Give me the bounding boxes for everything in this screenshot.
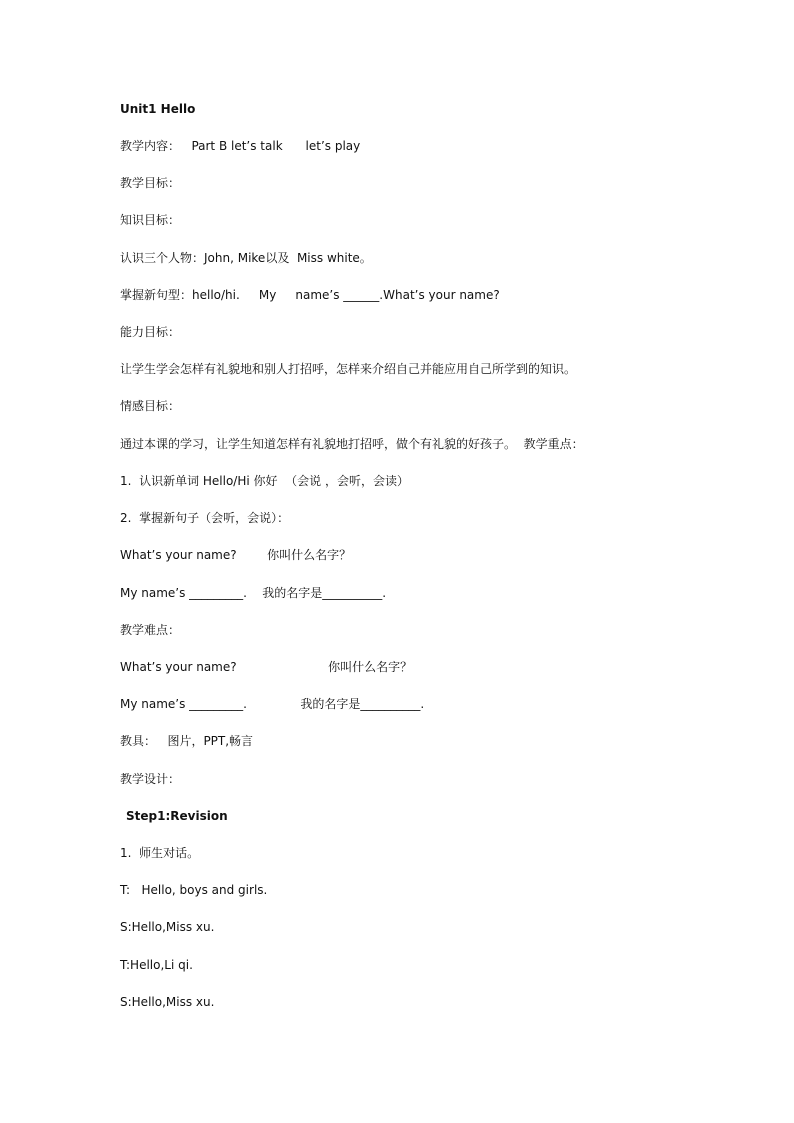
difficult-sentence-answer: My name’s _________. 我的名字是__________. [120,697,425,711]
key-point-2: 2. 掌握新句子（会听，会说）： [120,511,290,525]
document-title: Unit1 Hello [120,102,196,116]
difficult-points-heading: 教学难点： [120,623,181,637]
teaching-design-heading: 教学设计： [120,772,181,786]
teaching-content-line: 教学内容： Part B let’s talk let’s play [120,139,361,153]
dialogue-line-4: S:Hello,Miss xu. [120,995,215,1009]
step-1-revision: Step1:Revision [126,809,228,823]
dialogue-line-1: T: Hello, boys and girls. [120,883,268,897]
ability-goals-text: 让学生学会怎样有礼貌地和别人打招呼，怎样来介绍自己并能应用自己所学到的知识。 [120,362,577,376]
knowledge-goals-heading: 知识目标： [120,213,181,227]
new-sentence-pattern-line: 掌握新句型：hello/hi. My name’s ______.What’s your name? [120,288,500,302]
teacher-student-dialogue-heading: 1. 师生对话。 [120,846,200,860]
ability-goals-heading: 能力目标： [120,325,181,339]
difficult-sentence-question: What’s your name? 你叫什么名字？ [120,660,413,674]
dialogue-line-2: S:Hello,Miss xu. [120,920,215,934]
characters-line: 认识三个人物：John, Mike以及 Miss white。 [120,251,372,265]
key-sentence-question: What’s your name? 你叫什么名字？ [120,548,352,562]
emotional-goals-heading: 情感目标： [120,399,181,413]
emotional-goals-text: 通过本课的学习，让学生知道怎样有礼貌地打招呼，做个有礼貌的好孩子。 教学重点： [120,437,584,451]
teaching-aids-line: 教具： 图片，PPT,畅言 [120,734,254,748]
teaching-goals-heading: 教学目标： [120,176,181,190]
dialogue-line-3: T:Hello,Li qi. [120,958,193,972]
key-sentence-answer: My name’s _________. 我的名字是__________. [120,586,387,600]
key-point-1: 1. 认识新单词 Hello/Hi 你好 （会说 ，会听，会读） [120,474,409,488]
